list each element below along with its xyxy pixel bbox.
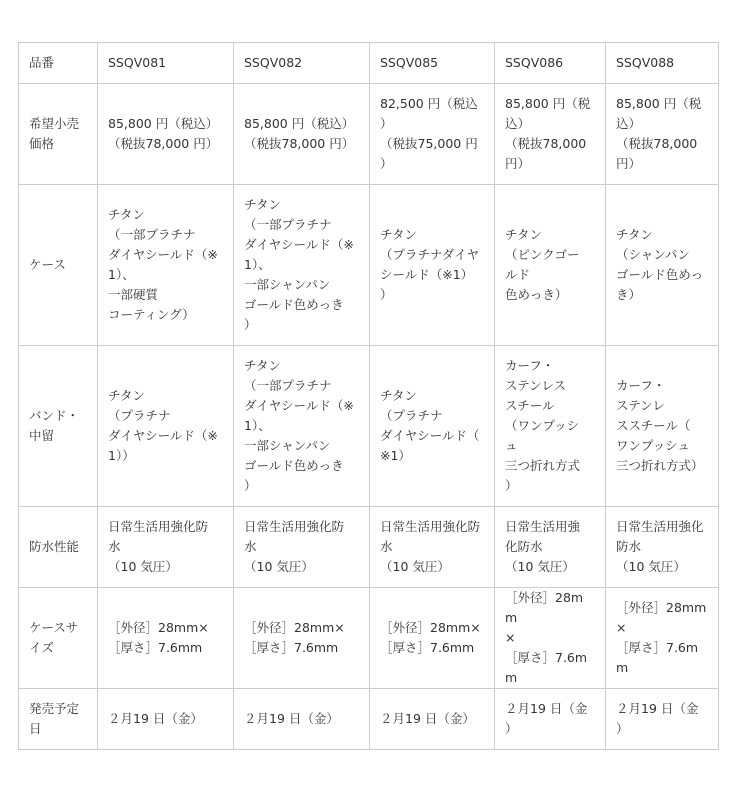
cell-case-size-2: ［外径］28mm× ［厚さ］7.6mm [234,588,370,689]
cell-case-size-3: ［外径］28mm× ［厚さ］7.6mm [370,588,495,689]
cell-release-date-5: ２月19 日（金 ） [606,689,719,750]
cell-price-2: 85,800 円（税込） （税抜78,000 円） [234,84,370,185]
row-price [19,84,719,185]
cell-price-1: 85,800 円（税込） （税抜78,000 円） [98,84,234,185]
cell-release-date-2: ２月19 日（金） [234,689,370,750]
cell-band-4: カーフ・ ステンレス スチール （ワンプッシ ュ 三つ折れ方式 ） [495,346,606,507]
cell-water-resistance-3: 日常生活用強化防 水 （10 気圧） [370,507,495,588]
cell-case-size-5: ［外径］28mm × ［厚さ］7.6m m [606,588,719,689]
cell-price-4: 85,800 円（税 込） （税抜78,000 円） [495,84,606,185]
cell-water-resistance-2: 日常生活用強化防 水 （10 気圧） [234,507,370,588]
label-case: ケース [19,185,98,346]
cell-case-size-1: ［外径］28mm× ［厚さ］7.6mm [98,588,234,689]
cell-product-number-3: SSQV085 [370,43,495,84]
cell-case-size-4: ［外径］28mm × ［厚さ］7.6m m [495,588,606,689]
row-water-resistance [19,507,719,588]
cell-band-2: チタン （一部プラチナ ダイヤシールド（※ 1）、 一部シャンパン ゴールド色めっき ） [234,346,370,507]
cell-band-3: チタン （プラチナ ダイヤシールド（ ※1） [370,346,495,507]
label-case-size: ケースサ イズ [19,588,98,689]
cell-case-2: チタン （一部プラチナ ダイヤシールド（※ 1）、 一部シャンパン ゴールド色めっき ） [234,185,370,346]
row-band [19,346,719,507]
cell-case-5: チタン （シャンパン ゴールド色めっ き） [606,185,719,346]
cell-release-date-3: ２月19 日（金） [370,689,495,750]
label-band: バンド・ 中留 [19,346,98,507]
cell-case-1: チタン （一部プラチナ ダイヤシールド（※ 1）、 一部硬質 コーティング） [98,185,234,346]
cell-water-resistance-4: 日常生活用強 化防水 （10 気圧） [495,507,606,588]
cell-product-number-5: SSQV088 [606,43,719,84]
cell-water-resistance-1: 日常生活用強化防 水 （10 気圧） [98,507,234,588]
cell-product-number-2: SSQV082 [234,43,370,84]
row-case [19,185,719,346]
cell-case-4: チタン （ピンクゴー ルド 色めっき） [495,185,606,346]
label-price: 希望小売 価格 [19,84,98,185]
cell-release-date-4: ２月19 日（金 ） [495,689,606,750]
row-product-number [19,43,719,84]
cell-release-date-1: ２月19 日（金） [98,689,234,750]
cell-band-5: カーフ・ ステンレ ススチール（ ワンプッシュ 三つ折れ方式） [606,346,719,507]
label-release-date: 発売予定 日 [19,689,98,750]
cell-water-resistance-5: 日常生活用強化 防水 （10 気圧） [606,507,719,588]
label-water-resistance: 防水性能 [19,507,98,588]
cell-price-3: 82,500 円（税込 ） （税抜75,000 円 ） [370,84,495,185]
cell-case-3: チタン （プラチナダイヤ シールド（※1） ） [370,185,495,346]
spec-table [18,42,719,750]
cell-product-number-1: SSQV081 [98,43,234,84]
cell-price-5: 85,800 円（税 込） （税抜78,000 円） [606,84,719,185]
row-case-size [19,588,719,689]
label-product-number: 品番 [19,43,98,84]
cell-product-number-4: SSQV086 [495,43,606,84]
row-release-date [19,689,719,750]
cell-band-1: チタン （プラチナ ダイヤシールド（※ 1）） [98,346,234,507]
